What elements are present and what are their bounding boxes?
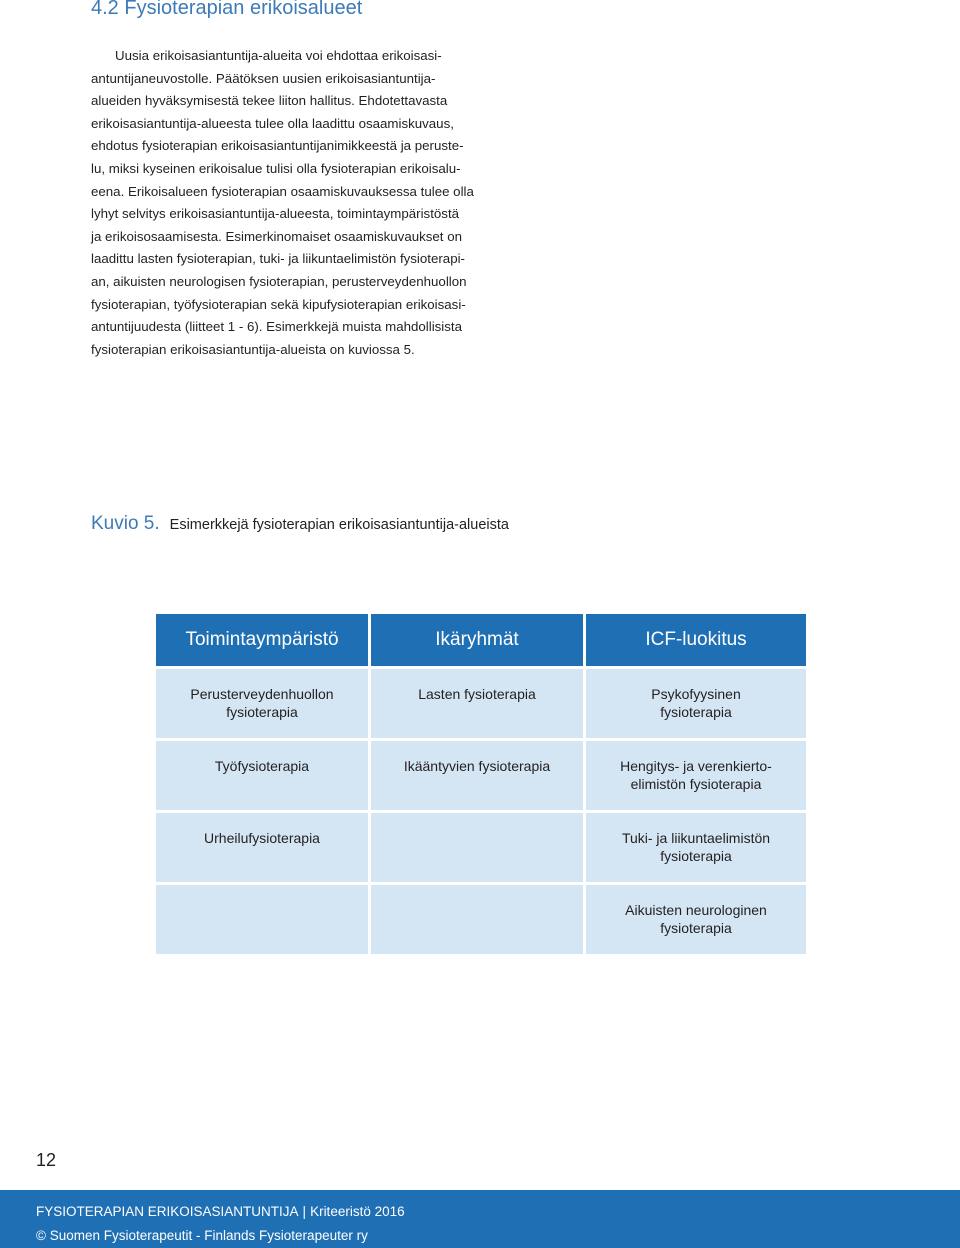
footer-publication: FYSIOTERAPIAN ERIKOISASIANTUNTIJA xyxy=(36,1204,299,1219)
table-cell: Aikuisten neurologinen fysioterapia xyxy=(586,885,806,954)
page-number: 12 xyxy=(36,1150,57,1170)
body-line: ehdotus fysioterapian erikoisasiantuntijanimikkeestä ja peruste- xyxy=(91,138,464,154)
specialty-area-table xyxy=(156,614,806,954)
footer-separator: | xyxy=(302,1204,307,1219)
footer-edition: Kriteeristö 2016 xyxy=(310,1204,405,1219)
body-line: fysioterapian erikoisasiantuntija-alueista on kuviossa 5. xyxy=(91,341,415,357)
body-line: alueiden hyväksymisestä tekee liiton hallitus. Ehdotettavasta xyxy=(91,93,448,109)
table-cell: Työfysioterapia xyxy=(156,741,368,810)
body-line: fysioterapian, työfysioterapian sekä kipufysioterapian erikoisasi- xyxy=(91,296,466,312)
figure-caption-text: Esimerkkejä fysioterapian erikoisasiantuntija-alueista xyxy=(169,517,509,533)
body-paragraph xyxy=(91,45,481,361)
body-line: an, aikuisten neurologisen fysioterapian, perusterveydenhuollon xyxy=(91,273,467,289)
body-line: eena. Erikoisalueen fysioterapian osaamiskuvauksessa tulee olla xyxy=(91,183,474,199)
table-cell: Perusterveydenhuollon fysioterapia xyxy=(156,669,368,738)
page-footer xyxy=(0,1190,960,1248)
body-line: Uusia erikoisasiantuntija-alueita voi ehdottaa erikoisasi- xyxy=(115,48,442,63)
column-header-environment: Toimintaympäristö xyxy=(156,614,368,666)
body-line: antuntijuudesta (liitteet 1 - 6). Esimerkkejä muista mahdollisista xyxy=(91,319,462,335)
body-line: ja erikoisosaamisesta. Esimerkinomaiset osaamiskuvaukset on xyxy=(91,228,462,244)
figure-number: Kuvio 5. xyxy=(91,513,160,534)
column-header-icf: ICF-luokitus xyxy=(586,614,806,666)
table-cell: Hengitys- ja verenkierto- elimistön fysioterapia xyxy=(586,741,806,810)
table-cell: Tuki- ja liikuntaelimistön fysioterapia xyxy=(586,813,806,882)
table-cell: Urheilufysioterapia xyxy=(156,813,368,882)
table-cell: Psykofyysinen fysioterapia xyxy=(586,669,806,738)
table-cell: Lasten fysioterapia xyxy=(371,669,583,738)
column-header-age-groups: Ikäryhmät xyxy=(371,614,583,666)
body-line: laadittu lasten fysioterapian, tuki- ja liikuntaelimistön fysioterapi- xyxy=(91,251,465,267)
body-line: lu, miksi kyseinen erikoisalue tulisi olla fysioterapian erikoisalu- xyxy=(91,160,461,176)
table-cell-empty xyxy=(371,813,583,882)
footer-copyright: © Suomen Fysioterapeutit - Finlands Fysioterapeuter ry xyxy=(36,1228,368,1243)
body-line: lyhyt selvitys erikoisasiantuntija-alueesta, toimintaympäristöstä xyxy=(91,206,460,222)
footer-publication-line xyxy=(36,1204,405,1219)
table-cell-empty xyxy=(371,885,583,954)
table-cell-empty xyxy=(156,885,368,954)
body-line: erikoisasiantuntija-alueesta tulee olla laadittu osaamiskuvaus, xyxy=(91,115,454,131)
table-cell: Ikääntyvien fysioterapia xyxy=(371,741,583,810)
body-line: antuntijaneuvostolle. Päätöksen uusien erikoisasiantuntija- xyxy=(91,70,436,86)
section-heading: 4.2 Fysioterapian erikoisalueet xyxy=(91,0,363,19)
figure-caption xyxy=(91,513,509,535)
